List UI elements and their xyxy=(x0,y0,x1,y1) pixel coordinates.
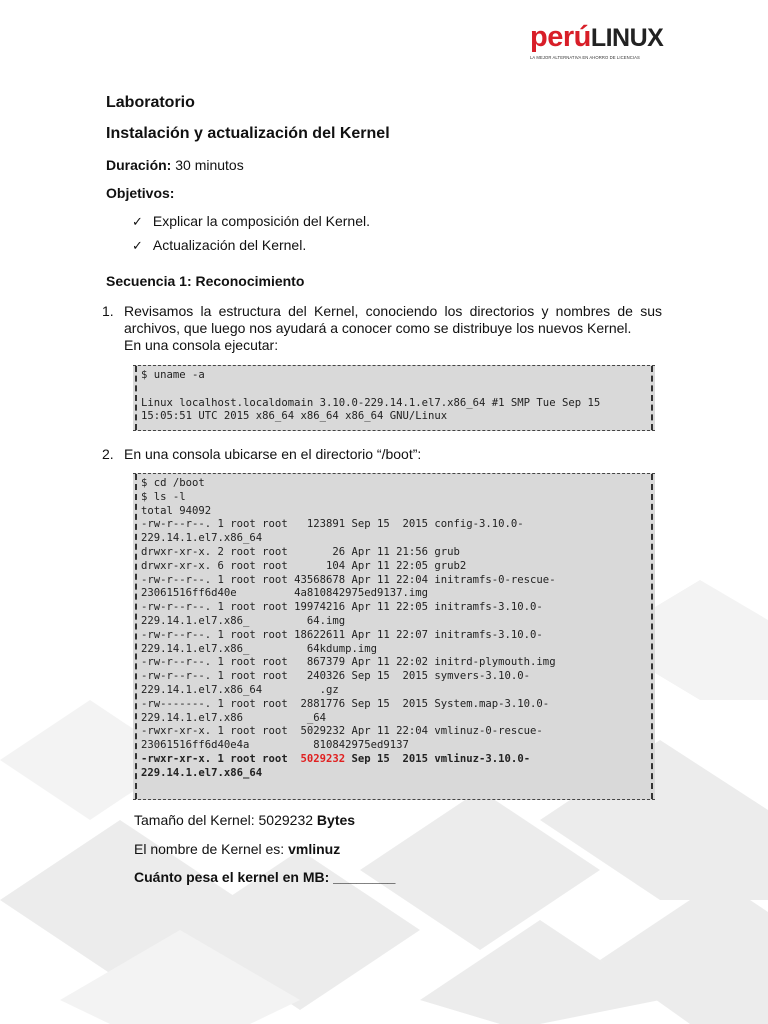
check-icon: ✓ xyxy=(132,238,143,253)
console-line: 15:05:51 UTC 2015 x86_64 x86_64 x86_64 GNU/Linux xyxy=(141,410,448,423)
console-line xyxy=(141,383,647,397)
document-title: Instalación y actualización del Kernel xyxy=(106,125,390,142)
objective-item: ✓ Explicar la composición del Kernel. xyxy=(132,213,371,229)
console-line: -rw-r--r--. 1 root root 240326 Sep 15 2015 symvers-3.10.0- xyxy=(141,670,531,683)
sequence-title: Secuencia 1: Reconocimiento xyxy=(106,273,305,289)
kernel-name-answer: El nombre de Kernel es: vmlinuz xyxy=(134,841,341,857)
console-line: -rwxr-xr-x. 1 root root 5029232 Apr 11 22:04 vmlinuz-0-rescue- xyxy=(141,725,543,738)
console-line: 229.14.1.el7.x86 _64 xyxy=(141,711,326,724)
console-line: total 94092 xyxy=(141,504,212,517)
console-line: 229.14.1.el7.x86_ 64.img xyxy=(141,614,346,627)
check-icon: ✓ xyxy=(132,214,143,229)
kernel-size-answer: Tamaño del Kernel: 5029232 Bytes xyxy=(134,812,356,828)
step-number: 2. xyxy=(102,446,114,462)
console-line: -rw-r--r--. 1 root root 867379 Apr 11 22:02 initrd-plymouth.img xyxy=(141,656,556,669)
objectives-label: Objetivos: xyxy=(106,185,175,201)
console-line: 23061516ff6d40e 4a810842975ed9137.img xyxy=(141,587,429,600)
console-line: -rw-r--r--. 1 root root 19974216 Apr 11 22:05 initramfs-3.10.0- xyxy=(141,601,543,614)
console-line: -rw-r--r--. 1 root root 123891 Sep 15 2015 config-3.10.0- xyxy=(141,518,524,531)
console-line: $ cd /boot xyxy=(141,477,205,489)
console-line: -rw-------. 1 root root 2881776 Sep 15 2015 System.map-3.10.0- xyxy=(141,697,550,710)
kernel-size-highlight: 5029232 xyxy=(300,752,346,765)
step1-text: Revisamos la estructura del Kernel, conociendo los directorios y nombres de sus archivos, que luego nos ayudará a conocer como se distribuye los nuevos Kernel. xyxy=(124,303,662,336)
kernel-mb-question: Cuánto pesa el kernel en MB: ________ xyxy=(134,869,396,885)
console-line: 23061516ff6d40e4a 810842975ed9137 xyxy=(141,739,409,752)
console-line: 229.14.1.el7.x86_64 xyxy=(141,532,263,545)
console-highlight-line: -rwxr-xr-x. 1 root root 5029232 Sep 15 2015 vmlinuz-3.10.0- xyxy=(141,752,531,765)
step1-instruction: En una consola ejecutar: xyxy=(124,337,279,353)
console-line: 229.14.1.el7.x86_ 64kdump.img xyxy=(141,642,377,655)
objective-item: ✓ Actualización del Kernel. xyxy=(132,237,307,253)
console-line: -rw-r--r--. 1 root root 43568678 Apr 11 22:04 initramfs-0-rescue- xyxy=(141,573,556,586)
console-line: $ ls -l xyxy=(141,490,186,503)
console-uname xyxy=(133,365,655,431)
brand-logo: perúLINUX LA MEJOR ALTERNATIVA EN AHORRO DE LICENCIAS xyxy=(530,21,664,60)
step-number: 1. xyxy=(102,303,114,319)
console-ls-boot xyxy=(133,473,655,800)
console-line: -rw-r--r--. 1 root root 18622611 Apr 11 22:07 initramfs-3.10.0- xyxy=(141,628,543,641)
console-line: Linux localhost.localdomain 3.10.0-229.14.1.el7.x86_64 #1 SMP Tue Sep 15 xyxy=(141,396,601,409)
step2-text: En una consola ubicarse en el directorio “/boot”: xyxy=(124,446,422,462)
console-highlight-line: 229.14.1.el7.x86_64 xyxy=(141,766,263,779)
lab-heading: Laboratorio xyxy=(106,94,195,111)
duration: Duración: 30 minutos xyxy=(106,157,244,173)
logo-tagline: LA MEJOR ALTERNATIVA EN AHORRO DE LICENCIAS xyxy=(530,55,640,60)
console-line: drwxr-xr-x. 2 root root 26 Apr 11 21:56 grub xyxy=(141,545,460,558)
console-line: $ uname -a xyxy=(141,369,205,381)
console-line: 229.14.1.el7.x86_64 .gz xyxy=(141,683,339,696)
console-line: drwxr-xr-x. 6 root root 104 Apr 11 22:05 grub2 xyxy=(141,559,467,572)
